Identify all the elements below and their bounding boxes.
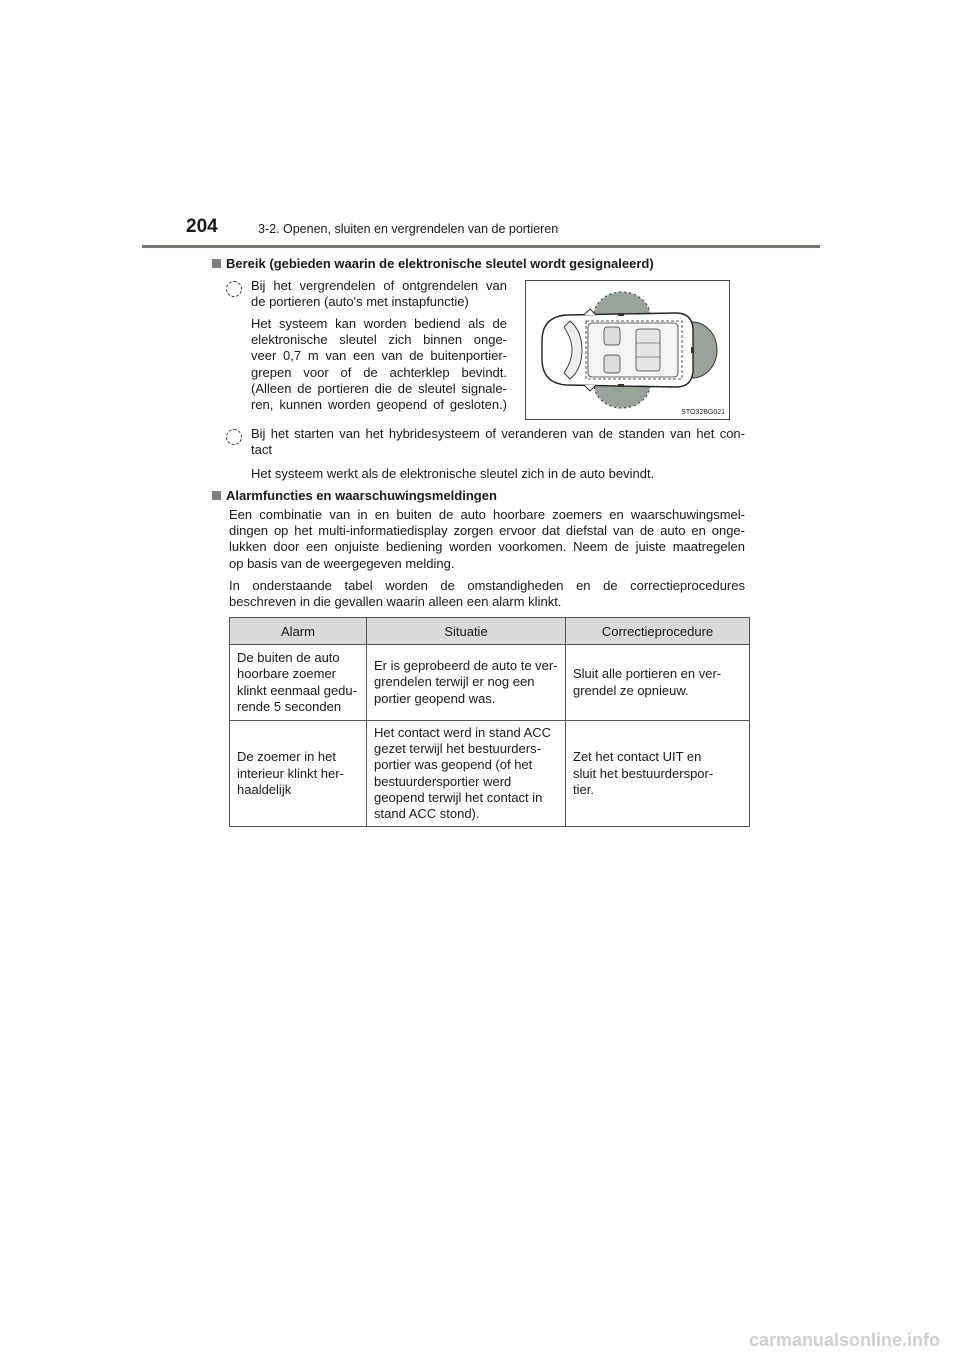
section-heading-text: Alarmfuncties en waarschuwingsmeldingen — [226, 488, 497, 503]
figure-code: STO32BG021 — [681, 409, 725, 416]
header-rule — [142, 245, 820, 248]
detection-zone-front-door — [594, 292, 650, 316]
text-line: veer 0,7 m van een van de buitenportier- — [251, 348, 507, 364]
text-line: dingen op het multi-informatiedisplay zorgen ervoor dat diefstal van de auto en onge- — [229, 523, 745, 539]
item1-title — [251, 278, 507, 310]
alarm-intro-paragraph — [229, 507, 745, 572]
cell-correction: Zet het contact UIT en sluit het bestuurderspor- tier. — [566, 721, 750, 827]
running-header: 3-2. Openen, sluiten en vergrendelen van de portieren — [258, 222, 559, 236]
text-line: elektronische sleutel zich binnen onge- — [251, 332, 507, 348]
text-line: Bij het starten van het hybridesysteem of veranderen van de standen van het con- — [251, 426, 745, 441]
section-heading-alarm — [212, 488, 497, 503]
text-line: op basis van de weergegeven melding. — [229, 555, 455, 571]
column-header-situation: Situatie — [367, 618, 566, 645]
car-topview-illustration — [526, 281, 731, 421]
square-bullet-icon — [212, 259, 221, 268]
table-header-row — [230, 618, 750, 645]
car-detection-range-figure — [525, 280, 730, 420]
text-line: In onderstaande tabel worden de omstandigheden en de correctieprocedures — [229, 578, 745, 593]
table-row — [230, 645, 750, 721]
text-line: de portieren (auto's met instapfunctie) — [251, 294, 469, 310]
cell-correction: Sluit alle portieren en ver- grendel ze opnieuw. — [566, 645, 750, 721]
page-number: 204 — [186, 216, 218, 237]
detection-zone-tailgate — [692, 322, 717, 378]
column-header-alarm: Alarm — [230, 618, 367, 645]
text-line: tact — [251, 442, 272, 458]
square-bullet-icon — [212, 491, 221, 500]
detection-zone-rear-door — [594, 384, 650, 408]
dashed-circle-icon — [226, 281, 242, 297]
watermark[interactable]: carmanualsonline.info — [748, 1330, 940, 1350]
table-row — [230, 721, 750, 827]
text-line: (Alleen de portieren die de sleutel signale- — [251, 380, 507, 396]
cell-alarm: De buiten de auto hoorbare zoemer klinkt eenmaal gedu- rende 5 seconden — [230, 645, 367, 721]
table-intro-paragraph — [229, 578, 745, 610]
dashed-circle-icon — [226, 429, 242, 445]
item2-body: Het systeem werkt als de elektronische sleutel zich in de auto bevindt. — [251, 466, 655, 481]
item2-title — [251, 426, 745, 458]
cell-situation: Het contact werd in stand ACC gezet terwijl het bestuurders- portier was geopend (of het bestuurdersportier werd geopend terwijl het contact in stand ACC stond). — [367, 721, 566, 827]
text-line: Een combinatie van in en buiten de auto hoorbare zoemers en waarschuwingsmel- — [229, 507, 745, 522]
alarm-table — [229, 617, 750, 827]
text-line: Het systeem kan worden bediend als de — [251, 316, 507, 331]
text-line: ren, kunnen worden geopend of gesloten.) — [251, 397, 507, 413]
item1-body — [251, 316, 507, 413]
text-line: Bij het vergrendelen of ontgrendelen van — [251, 278, 507, 293]
cell-situation: Er is geprobeerd de auto te ver- grendelen terwijl er nog een portier geopend was. — [367, 645, 566, 721]
section-heading-range — [212, 256, 654, 271]
section-heading-text: Bereik (gebieden waarin de elektronische sleutel wordt gesignaleerd) — [226, 256, 654, 271]
text-line: lukken door een onjuiste bediening worden voorkomen. Neem de juiste maatregelen — [229, 539, 745, 555]
cell-alarm: De zoemer in het interieur klinkt her- haaldelijk — [230, 721, 367, 827]
column-header-correction: Correctieprocedure — [566, 618, 750, 645]
text-line: beschreven in die gevallen waarin alleen een alarm klinkt. — [229, 594, 562, 610]
text-line: grepen voor of de achterklep bevindt. — [251, 364, 507, 380]
